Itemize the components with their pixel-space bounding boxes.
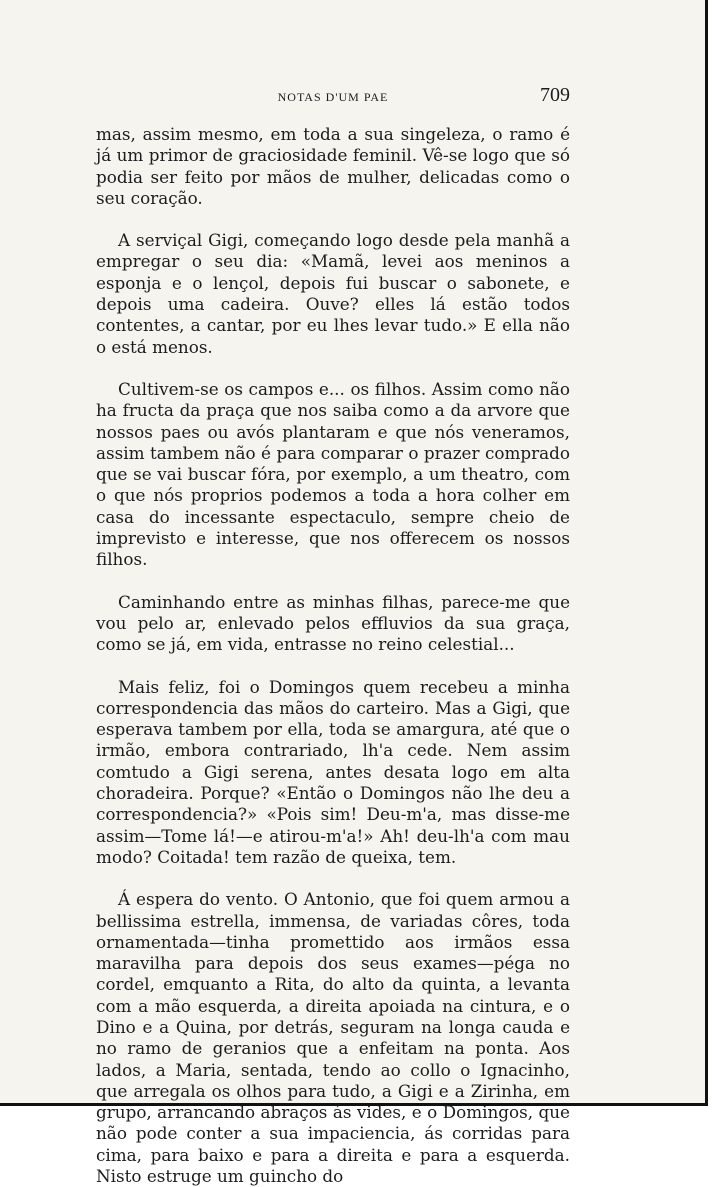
- running-title: NOTAS D'UM PAE: [277, 90, 389, 104]
- paragraph-kite: Á espera do vento. O Antonio, que foi quem armou a bellissima estrella, immensa, de variadas côres, toda ornamentada—tinha promettido aos irmãos essa maravilha para depois dos seus exames—péga no cordel, emquanto a Rita, do alto da quinta, a levanta com a mão esquerda, a direita apoiada na cintura, e o Dino e a Quina, por detrás, seguram na longa cauda e no ramo de geranios que a enfeitam na ponta. Aos lados, a Maria, sentada, tendo ao collo o Ignacinho, que arregala os olhos para tudo, a Gigi e a Zirinha, em grupo, arrancando abraços ás vides, e o Domingos, que não pode conter a sua impaciencia, ás corridas para cima, para baixo e para a direita e para a esquerda. Nisto estruge um guincho do: [96, 889, 570, 1187]
- running-head: [96, 84, 570, 114]
- paragraph-walking-daughters: Caminhando entre as minhas filhas, parece-me que vou pelo ar, enlevado pelos effluvios da sua graça, como se já, em vida, entrasse no reino celestial...: [96, 591, 570, 655]
- paragraph-gigi-morning: A serviçal Gigi, começando logo desde pela manhã a empregar o seu dia: «Mamã, levei aos meninos a esponja e o lençol, depois fui buscar o sabonete, e depois uma cadeira. Ouve? elles lá estão todos contentes, a cantar, por eu lhes levar tudo.» E ella não o está menos.: [96, 230, 570, 357]
- page-number: 709: [540, 84, 570, 106]
- paragraph-continuation: mas, assim mesmo, em toda a sua singeleza, o ramo é já um primor de graciosidade feminil. Vê-se logo que só podia ser feito por mãos de mulher, delicadas como o seu coração.: [96, 124, 570, 208]
- paragraph-correspondence: Mais feliz, foi o Domingos quem recebeu a minha correspondencia das mãos do carteiro. Mas a Gigi, que esperava tambem por ella, toda se amargura, até que o irmão, embora contrariado, lh'a cede. Nem assim comtudo a Gigi serena, antes desata logo em alta choradeira. Porque? «Então o Domingos não lhe deu a correspondencia?» «Pois sim! Deu-m'a, mas disse-me assim—Tome lá!—e atirou-m'a!» Ah! deu-lh'a com mau modo? Coitada! tem razão de queixa, tem.: [96, 676, 570, 867]
- paragraph-cultivate-children: Cultivem-se os campos e... os filhos. Assim como não ha fructa da praça que nos saiba como a da arvore que nossos paes ou avós plantaram e que nós veneramos, assim tambem não é para comparar o prazer comprado que se vai buscar fóra, por exemplo, a um theatro, com o que nós proprios podemos a toda a hora colher em casa do incessante espectaculo, sempre cheio de imprevisto e interesse, que nos offerecem os nossos filhos.: [96, 378, 570, 570]
- body-text: [96, 124, 570, 1187]
